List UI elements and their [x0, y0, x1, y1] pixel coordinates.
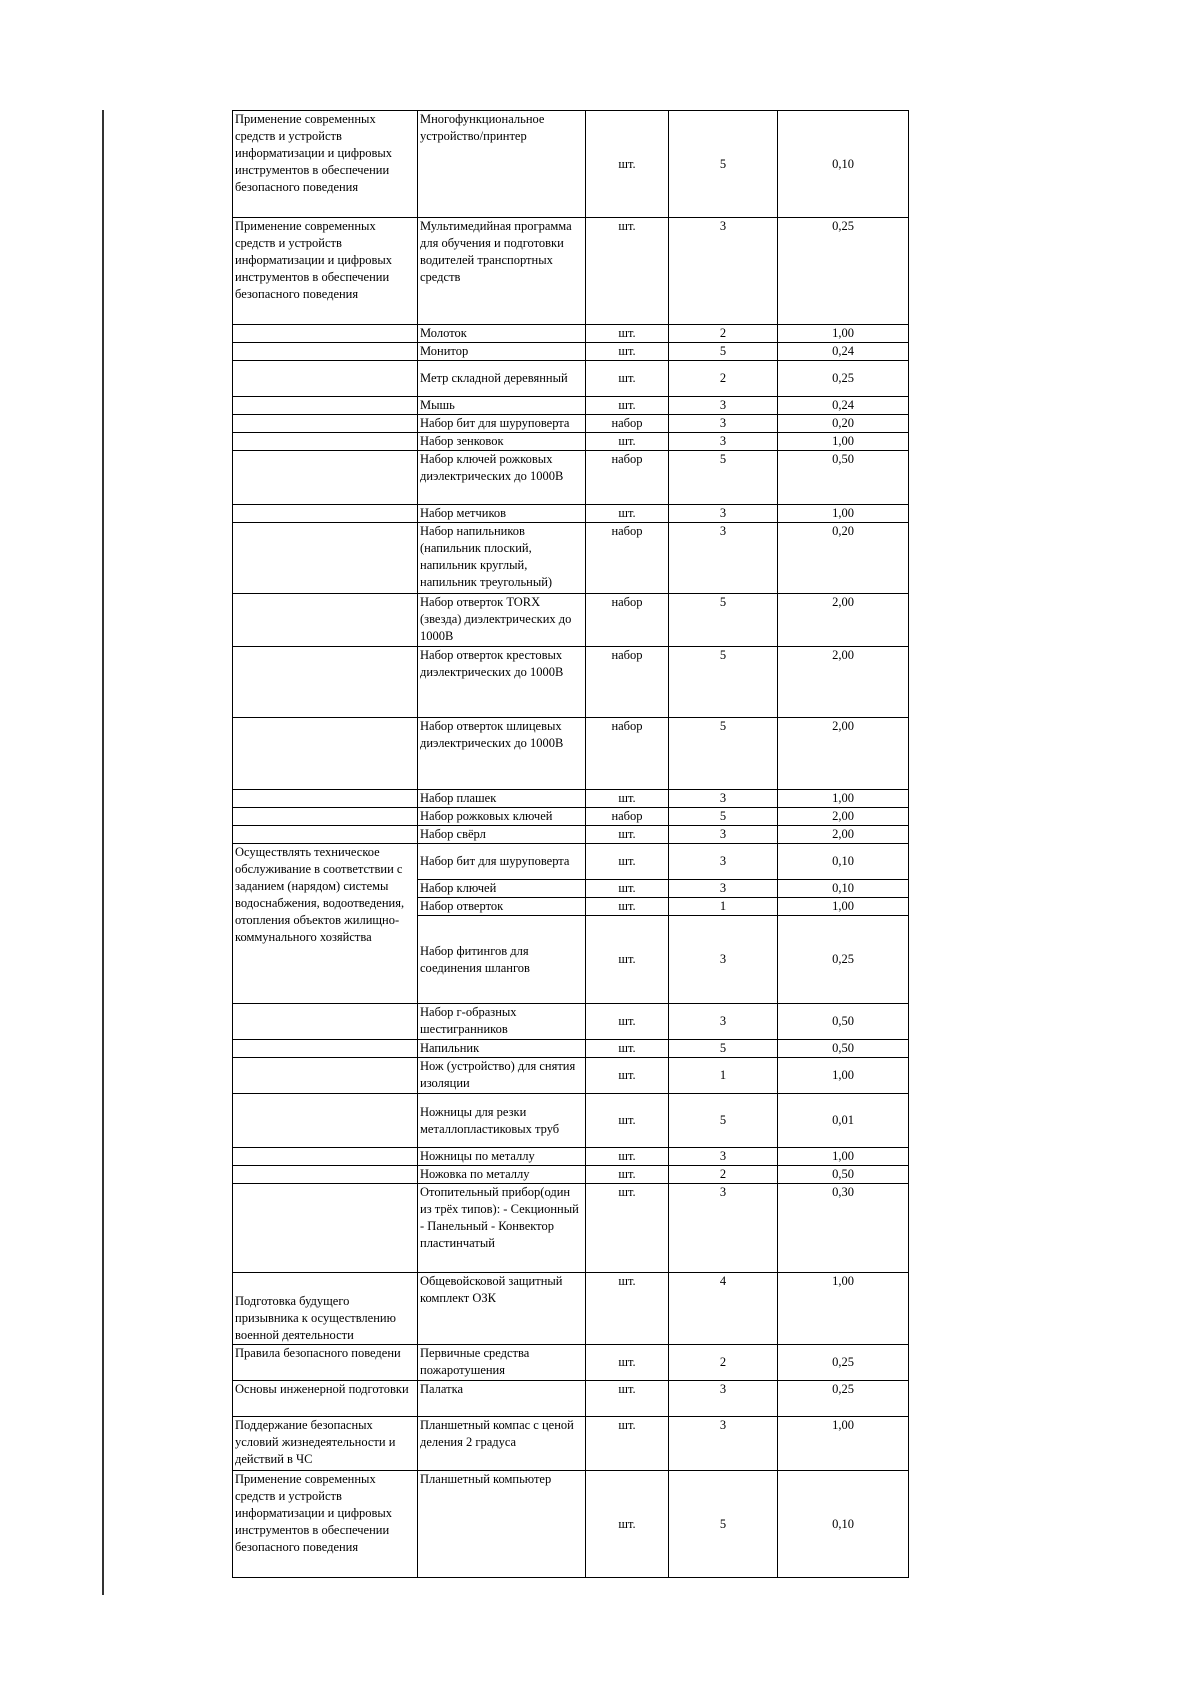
topic-cell — [233, 343, 418, 361]
quantity-cell: 5 — [669, 718, 778, 790]
quantity-cell: 2 — [669, 325, 778, 343]
topic-cell — [233, 1094, 418, 1148]
quantity-cell: 3 — [669, 1004, 778, 1040]
coefficient-cell: 0,20 — [778, 523, 909, 594]
topic-cell — [233, 826, 418, 844]
unit-cell: шт. — [586, 1148, 669, 1166]
item-name-cell: Набор фитингов для соединения шлангов — [418, 916, 586, 1004]
unit-cell: шт. — [586, 433, 669, 451]
quantity-cell: 3 — [669, 916, 778, 1004]
unit-cell: шт. — [586, 844, 669, 880]
topic-cell: Поддержание безопасных условий жизнедеятельности и действий в ЧС — [233, 1417, 418, 1471]
item-name-cell: Мультимедийная программа для обучения и подготовки водителей транспортных средств — [418, 218, 586, 325]
coefficient-cell: 0,50 — [778, 1166, 909, 1184]
coefficient-cell: 1,00 — [778, 325, 909, 343]
quantity-cell: 4 — [669, 1273, 778, 1345]
quantity-cell: 1 — [669, 898, 778, 916]
unit-cell: шт. — [586, 790, 669, 808]
coefficient-cell: 0,25 — [778, 1381, 909, 1417]
item-name-cell: Монитор — [418, 343, 586, 361]
topic-cell — [233, 1040, 418, 1058]
item-name-cell: Многофункциональное устройство/принтер — [418, 111, 586, 218]
unit-cell: шт. — [586, 1040, 669, 1058]
topic-cell — [233, 523, 418, 594]
coefficient-cell: 0,50 — [778, 1040, 909, 1058]
margin-rule — [102, 110, 104, 1595]
item-name-cell: Метр складной деревянный — [418, 361, 586, 397]
coefficient-cell: 1,00 — [778, 505, 909, 523]
table-row — [233, 1094, 909, 1148]
table-row — [233, 397, 909, 415]
table-row — [233, 844, 909, 880]
quantity-cell: 3 — [669, 415, 778, 433]
quantity-cell: 3 — [669, 790, 778, 808]
quantity-cell: 3 — [669, 397, 778, 415]
coefficient-cell: 0,10 — [778, 1471, 909, 1578]
unit-cell: шт. — [586, 218, 669, 325]
table-row — [233, 505, 909, 523]
quantity-cell: 3 — [669, 880, 778, 898]
topic-cell — [233, 790, 418, 808]
quantity-cell: 1 — [669, 1058, 778, 1094]
quantity-cell: 5 — [669, 451, 778, 505]
unit-cell: шт. — [586, 1471, 669, 1578]
table-row — [233, 594, 909, 647]
coefficient-cell: 1,00 — [778, 1148, 909, 1166]
table-row — [233, 523, 909, 594]
unit-cell: шт. — [586, 505, 669, 523]
table-row — [233, 808, 909, 826]
item-name-cell: Набор плашек — [418, 790, 586, 808]
table-row — [233, 1345, 909, 1381]
topic-cell — [233, 433, 418, 451]
topic-cell: Подготовка будущего призывника к осуществлению военной деятельности — [233, 1273, 418, 1345]
quantity-cell: 5 — [669, 808, 778, 826]
coefficient-cell: 0,50 — [778, 451, 909, 505]
table-row — [233, 1166, 909, 1184]
unit-cell: набор — [586, 808, 669, 826]
unit-cell: набор — [586, 415, 669, 433]
topic-cell — [233, 1184, 418, 1273]
unit-cell: набор — [586, 718, 669, 790]
topic-cell: Применение современных средств и устройств информатизации и цифровых инструментов в обеспечении безопасного поведения — [233, 1471, 418, 1578]
unit-cell: шт. — [586, 1166, 669, 1184]
quantity-cell: 3 — [669, 523, 778, 594]
unit-cell: шт. — [586, 361, 669, 397]
unit-cell: шт. — [586, 1345, 669, 1381]
item-name-cell: Напильник — [418, 1040, 586, 1058]
table-row — [233, 1381, 909, 1417]
item-name-cell: Набор отверток — [418, 898, 586, 916]
topic-cell — [233, 1166, 418, 1184]
unit-cell: набор — [586, 523, 669, 594]
item-name-cell: Набор метчиков — [418, 505, 586, 523]
unit-cell: шт. — [586, 916, 669, 1004]
unit-cell: шт. — [586, 325, 669, 343]
coefficient-cell: 0,30 — [778, 1184, 909, 1273]
coefficient-cell: 0,25 — [778, 1345, 909, 1381]
item-name-cell: Мышь — [418, 397, 586, 415]
table-row — [233, 790, 909, 808]
coefficient-cell: 1,00 — [778, 1058, 909, 1094]
topic-cell: Осуществлять техническое обслуживание в соответствии с заданием (нарядом) системы водоснабжения, водоотведения, отопления объектов жилищно-коммунального хозяйства — [233, 844, 418, 1004]
item-name-cell: Общевойсковой защитный комплект ОЗК — [418, 1273, 586, 1345]
unit-cell: шт. — [586, 898, 669, 916]
coefficient-cell: 2,00 — [778, 826, 909, 844]
coefficient-cell: 0,01 — [778, 1094, 909, 1148]
topic-cell — [233, 1058, 418, 1094]
item-name-cell: Ножницы по металлу — [418, 1148, 586, 1166]
coefficient-cell: 2,00 — [778, 647, 909, 718]
unit-cell: шт. — [586, 111, 669, 218]
table-row — [233, 647, 909, 718]
quantity-cell: 5 — [669, 1094, 778, 1148]
coefficient-cell: 0,20 — [778, 415, 909, 433]
quantity-cell: 5 — [669, 1040, 778, 1058]
unit-cell: шт. — [586, 397, 669, 415]
topic-cell — [233, 1148, 418, 1166]
item-name-cell: Ножницы для резки металлопластиковых труб — [418, 1094, 586, 1148]
item-name-cell: Набор свёрл — [418, 826, 586, 844]
table-row — [233, 325, 909, 343]
quantity-cell: 5 — [669, 343, 778, 361]
topic-cell: Применение современных средств и устройств информатизации и цифровых инструментов в обеспечении безопасного поведения — [233, 218, 418, 325]
topic-cell — [233, 415, 418, 433]
table-row — [233, 218, 909, 325]
unit-cell: набор — [586, 647, 669, 718]
unit-cell: шт. — [586, 1184, 669, 1273]
coefficient-cell: 0,25 — [778, 218, 909, 325]
coefficient-cell: 0,24 — [778, 343, 909, 361]
topic-cell — [233, 1004, 418, 1040]
topic-cell — [233, 647, 418, 718]
topic-cell — [233, 451, 418, 505]
item-name-cell: Отопительный прибор(один из трёх типов): - Секционный - Панельный - Конвектор пластинчатый — [418, 1184, 586, 1273]
topic-cell: Применение современных средств и устройств информатизации и цифровых инструментов в обеспечении безопасного поведения — [233, 111, 418, 218]
table-row — [233, 1471, 909, 1578]
topic-cell: Правила безопасного поведени — [233, 1345, 418, 1381]
unit-cell: шт. — [586, 1417, 669, 1471]
item-name-cell: Первичные средства пожаротушения — [418, 1345, 586, 1381]
item-name-cell: Палатка — [418, 1381, 586, 1417]
table-row — [233, 718, 909, 790]
quantity-cell: 3 — [669, 505, 778, 523]
quantity-cell: 3 — [669, 1184, 778, 1273]
item-name-cell: Ножовка по металлу — [418, 1166, 586, 1184]
coefficient-cell: 1,00 — [778, 433, 909, 451]
item-name-cell: Набор ключей — [418, 880, 586, 898]
quantity-cell: 3 — [669, 433, 778, 451]
coefficient-cell: 0,24 — [778, 397, 909, 415]
table-row — [233, 1417, 909, 1471]
item-name-cell: Планшетный компьютер — [418, 1471, 586, 1578]
unit-cell: шт. — [586, 826, 669, 844]
unit-cell: набор — [586, 594, 669, 647]
item-name-cell: Молоток — [418, 325, 586, 343]
item-name-cell: Набор отверток крестовых диэлектрических до 1000В — [418, 647, 586, 718]
coefficient-cell: 0,10 — [778, 111, 909, 218]
quantity-cell: 3 — [669, 844, 778, 880]
coefficient-cell: 1,00 — [778, 790, 909, 808]
unit-cell: шт. — [586, 1094, 669, 1148]
coefficient-cell: 0,50 — [778, 1004, 909, 1040]
item-name-cell: Набор отверток TORX (звезда) диэлектрических до 1000В — [418, 594, 586, 647]
topic-cell — [233, 361, 418, 397]
coefficient-cell: 2,00 — [778, 594, 909, 647]
quantity-cell: 2 — [669, 1345, 778, 1381]
table-row — [233, 1004, 909, 1040]
table-row — [233, 826, 909, 844]
topic-cell: Основы инженерной подготовки — [233, 1381, 418, 1417]
quantity-cell: 2 — [669, 1166, 778, 1184]
item-name-cell: Набор ключей рожковых диэлектрических до 1000В — [418, 451, 586, 505]
coefficient-cell: 1,00 — [778, 1273, 909, 1345]
topic-cell — [233, 718, 418, 790]
coefficient-cell: 1,00 — [778, 898, 909, 916]
unit-cell: шт. — [586, 343, 669, 361]
item-name-cell: Набор рожковых ключей — [418, 808, 586, 826]
quantity-cell: 2 — [669, 361, 778, 397]
table-row — [233, 111, 909, 218]
table-row — [233, 415, 909, 433]
table-row — [233, 1040, 909, 1058]
table-row — [233, 1058, 909, 1094]
item-name-cell: Набор г-образных шестигранников — [418, 1004, 586, 1040]
quantity-cell: 5 — [669, 594, 778, 647]
coefficient-cell: 0,25 — [778, 916, 909, 1004]
coefficient-cell: 1,00 — [778, 1417, 909, 1471]
coefficient-cell: 0,25 — [778, 361, 909, 397]
unit-cell: шт. — [586, 880, 669, 898]
item-name-cell: Планшетный компас с ценой деления 2 градуса — [418, 1417, 586, 1471]
item-name-cell: Набор бит для шуруповерта — [418, 415, 586, 433]
quantity-cell: 3 — [669, 218, 778, 325]
table-row — [233, 1148, 909, 1166]
quantity-cell: 3 — [669, 826, 778, 844]
item-name-cell: Нож (устройство) для снятия изоляции — [418, 1058, 586, 1094]
table-row — [233, 451, 909, 505]
unit-cell: шт. — [586, 1381, 669, 1417]
unit-cell: шт. — [586, 1004, 669, 1040]
table-row — [233, 1273, 909, 1345]
coefficient-cell: 0,10 — [778, 844, 909, 880]
topic-cell — [233, 505, 418, 523]
table-row — [233, 433, 909, 451]
item-name-cell: Набор напильников (напильник плоский, напильник круглый, напильник треугольный) — [418, 523, 586, 594]
quantity-cell: 3 — [669, 1417, 778, 1471]
item-name-cell: Набор бит для шуруповерта — [418, 844, 586, 880]
coefficient-cell: 0,10 — [778, 880, 909, 898]
quantity-cell: 5 — [669, 111, 778, 218]
equipment-table — [232, 110, 909, 1578]
table-row — [233, 343, 909, 361]
item-name-cell: Набор отверток шлицевых диэлектрических до 1000В — [418, 718, 586, 790]
topic-cell — [233, 397, 418, 415]
table-row — [233, 361, 909, 397]
unit-cell: шт. — [586, 1273, 669, 1345]
quantity-cell: 3 — [669, 1381, 778, 1417]
coefficient-cell: 2,00 — [778, 718, 909, 790]
item-name-cell: Набор зенковок — [418, 433, 586, 451]
quantity-cell: 5 — [669, 1471, 778, 1578]
unit-cell: набор — [586, 451, 669, 505]
table-row — [233, 1184, 909, 1273]
quantity-cell: 5 — [669, 647, 778, 718]
topic-cell — [233, 808, 418, 826]
unit-cell: шт. — [586, 1058, 669, 1094]
topic-cell — [233, 594, 418, 647]
coefficient-cell: 2,00 — [778, 808, 909, 826]
topic-cell — [233, 325, 418, 343]
quantity-cell: 3 — [669, 1148, 778, 1166]
